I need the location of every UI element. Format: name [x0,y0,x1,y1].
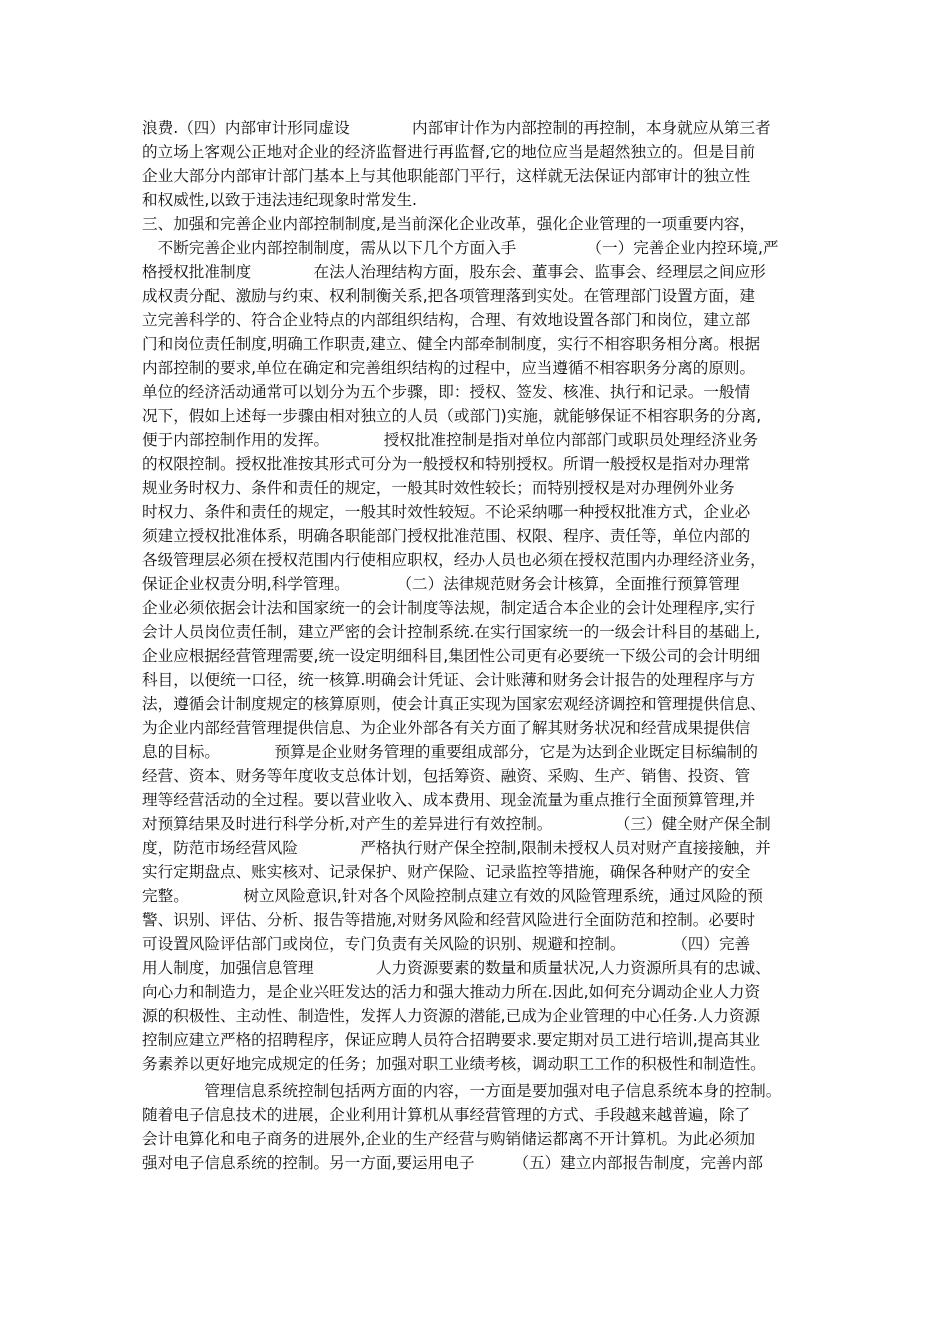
text-line: 企业应根据经营管理需要,统一设定明细科目,集团性公司更有必要统一下级公司的会计明细 [142,647,761,665]
text-line: 随着电子信息技术的进展，企业利用计算机从事经营管理的方式、手段越来越普遍，除了 [142,1106,751,1124]
text-line: 警、识别、评估、分析、报告等措施,对财务风险和经营风险进行全面防范和控制。必要时 [142,911,756,929]
text-line: 便于内部控制作用的发挥。 授权批准控制是指对单位内部部门或职员处理经济业务 [142,431,758,449]
text-line: 浪费.（四）内部审计形同虚设 内部审计作为内部控制的再控制，本身就应从第三者 [142,119,771,137]
text-line: 科目，以便统一口径，统一核算.明确会计凭证、会计账薄和财务会计报告的处理程序与方 [142,671,756,689]
text-line: 的权限控制。授权批准按其形式可分为一般授权和特别授权。所谓一般授权是指对办理常 [142,455,751,473]
text-line: 可设置风险评估部门或岗位，专门负责有关风险的识别、规避和控制。 （四）完善 [142,935,751,953]
text-line: 立完善科学的、符合企业特点的内部组织结构，合理、有效地设置各部门和岗位，建立部 [142,311,751,329]
text-line: 保证企业权责分明,科学管理。 （二）法律规范财务会计核算，全面推行预算管理 [142,575,740,593]
text-line: 息的目标。 预算是企业财务管理的重要组成部分，它是为达到企业既定目标编制的 [142,743,758,761]
text-line: 成权责分配、激励与约束、权利制衡关系,把各项管理落到实处。在管理部门设置方面，建 [142,287,756,305]
text-line: 向心力和制造力，是企业兴旺发达的活力和强大推动力所在.因此,如何充分调动企业人力资 [142,983,761,1001]
text-line: 强对电子信息系统的控制。另一方面,要运用电子 （五）建立内部报告制度，完善内部 [142,1154,763,1172]
text-line: 经营、资本、财务等年度收支总体计划，包括筹资、融资、采购、生产、销售、投资、管 [142,767,751,785]
text-line: 会计电算化和电子商务的进展外,企业的生产经营与购销储运都离不开计算机。为此必须加 [142,1130,756,1148]
text-line: 对预算结果及时进行科学分析,对产生的差异进行有效控制。 （三）健全财产保全制 [142,815,771,833]
text-line: 度，防范市场经营风险 严格执行财产保全控制,限制未授权人员对财产直接接触，并 [142,839,771,857]
text-line: 各级管理层必须在授权范围内行使相应职权，经办人员也必须在授权范围内办理经济业务， [142,551,766,569]
text-line: 法，遵循会计制度规定的核算原则，使会计真正实现为国家宏观经济调控和管理提供信息、 [142,695,766,713]
text-line: 完整。 树立风险意识,针对各个风险控制点建立有效的风险管理系统，通过风险的预 [142,887,763,905]
text-line: 为企业内部经营管理提供信息、为企业外部各有关方面了解其财务状况和经营成果提供信 [142,719,751,737]
text-line: 内部控制的要求,单位在确定和完善组织结构的过程中，应当遵循不相容职务分离的原则。 [142,359,756,377]
text-line: 管理信息系统控制包括两方面的内容，一方面是要加强对电子信息系统本身的控制。 [142,1082,782,1100]
text-line: 实行定期盘点、账实核对、记录保护、财产保险、记录监控等措施，确保各种财产的安全 [142,863,751,881]
text-line: 用人制度，加强信息管理 人力资源要素的数量和质量状况,人力资源所具有的忠诚、 [142,959,771,977]
text-line: 不断完善企业内部控制制度，需从以下几个方面入手 （一）完善企业内控环境,严 [142,239,779,257]
text-line: 况下，假如上述每一步骤由相对独立的人员（或部门)实施，就能够保证不相容职务的分离, [142,407,762,425]
text-line: 控制应建立严格的招聘程序，保证应聘人员符合招聘要求.要定期对员工进行培训,提高其业 [142,1031,761,1049]
text-line: 务素养以更好地完成规定的任务；加强对职工业绩考核，调动职工工作的积极性和制造性。 [142,1055,766,1073]
text-line: 单位的经济活动通常可以划分为五个步骤，即：授权、签发、核准、执行和记录。一般情 [142,383,751,401]
text-line: 门和岗位责任制度,明确工作职责,建立、健全内部牵制制度，实行不相容职务相分离。根据 [142,335,761,353]
text-line: 理等经营活动的全过程。要以营业收入、成本费用、现金流量为重点推行全面预算管理,并 [142,791,756,809]
body-text [142,116,822,1175]
text-line: 时权力、条件和责任的规定，一般其时效性较短。不论采纳哪一种授权批准方式，企业必 [142,503,751,521]
text-line: 和权威性,以致于违法违纪现象时常发生. [142,191,418,209]
text-line: 规业务时权力、条件和责任的规定，一般其时效性较长；而特别授权是对办理例外业务 [142,479,735,497]
text-line: 源的积极性、主动性、制造性，发挥人力资源的潜能,已成为企业管理的中心任务.人力资源 [142,1007,761,1025]
text-line: 企业大部分内部审计部门基本上与其他职能部门平行，这样就无法保证内部审计的独立性 [142,167,751,185]
text-line: 格授权批准制度 在法人治理结构方面，股东会、董事会、监事会、经理层之间应形 [142,263,766,281]
text-line: 须建立授权批准体系，明确各职能部门授权批准范围、权限、程序、责任等，单位内部的 [142,527,751,545]
text-line: 的立场上客观公正地对企业的经济监督进行再监督,它的地位应当是超然独立的。但是目前 [142,143,756,161]
text-line: 会计人员岗位责任制，建立严密的会计控制系统.在实行国家统一的一级会计科目的基础上, [142,623,761,641]
text-line: 企业必须依据会计法和国家统一的会计制度等法规，制定适合本企业的会计处理程序,实行 [142,599,756,617]
text-line: 三、加强和完善企业内部控制制度,是当前深化企业改革，强化企业管理的一项重要内容， [142,215,756,233]
